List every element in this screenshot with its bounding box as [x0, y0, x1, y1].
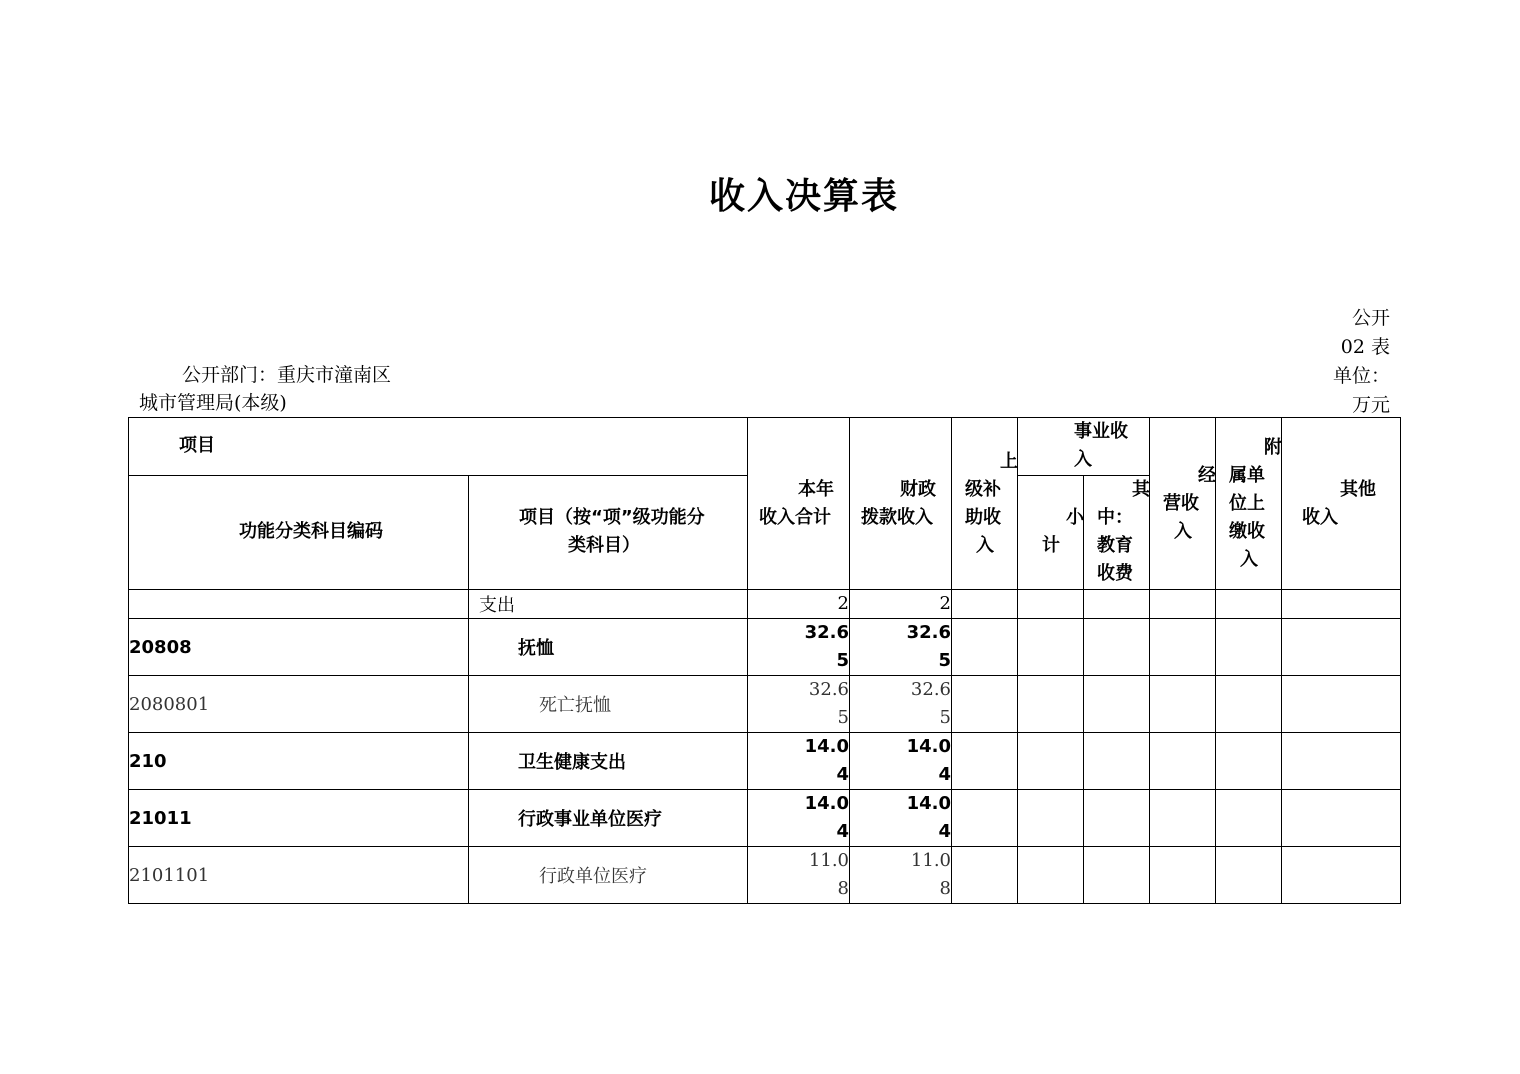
- cell-text: 中：: [1097, 507, 1133, 528]
- header-project-label: 项目: [179, 435, 215, 456]
- cell-text: 8: [837, 878, 849, 899]
- header-total: [748, 418, 850, 590]
- cell-text: 2: [837, 593, 849, 614]
- cell-text: 32.6: [808, 679, 849, 700]
- header-project: [129, 418, 748, 476]
- header-edu-fee: [1084, 476, 1150, 590]
- row-cell: [1216, 790, 1282, 847]
- cell-text: 32.6: [804, 622, 849, 643]
- row-cell: [1216, 847, 1282, 904]
- cell-text: 级补: [965, 478, 1001, 500]
- cell-text: 助收: [965, 506, 1001, 528]
- cell-text: 5: [939, 707, 951, 728]
- cell-text: 附: [1264, 436, 1282, 458]
- unit-line1: 单位：: [1332, 365, 1390, 387]
- cell-text: 财政: [900, 478, 936, 500]
- header-upper-subsidy: [952, 418, 1018, 590]
- cell-text: 小: [1066, 507, 1084, 528]
- cell-text: 收费: [1097, 563, 1133, 584]
- row-cell: [1150, 790, 1216, 847]
- form-no-line2: 02 表: [1340, 336, 1390, 358]
- row-cell: [1282, 847, 1401, 904]
- row-cell: [1084, 590, 1150, 619]
- cell-text: 4: [836, 764, 849, 785]
- row-total: [748, 676, 850, 733]
- income-table: [128, 417, 1401, 904]
- cell-text: 拨款收入: [861, 506, 933, 528]
- row-cell: [1150, 676, 1216, 733]
- cell-text: 5: [938, 650, 951, 671]
- cell-text: 功能分类科目编码: [239, 521, 383, 542]
- row-cell: [1150, 847, 1216, 904]
- cell-text: 属单: [1229, 464, 1265, 486]
- row-cell: [1084, 676, 1150, 733]
- row-cell: [1018, 733, 1084, 790]
- row-cell: [952, 676, 1018, 733]
- cell-text: 14.0: [906, 736, 951, 757]
- table-row: [129, 733, 1401, 790]
- row-cell: [1018, 847, 1084, 904]
- cell-text: 11.0: [808, 850, 849, 871]
- header-func-code: [129, 476, 469, 590]
- row-cell: [952, 847, 1018, 904]
- row-cell: [1084, 733, 1150, 790]
- header-fiscal: [850, 418, 952, 590]
- row-name: 行政单位医疗: [469, 847, 748, 904]
- cell-text: 计: [1042, 535, 1060, 556]
- header-subtotal: [1018, 476, 1084, 590]
- cell-text: 14.0: [804, 793, 849, 814]
- row-cell: [1150, 733, 1216, 790]
- cell-text: 5: [836, 650, 849, 671]
- cell-text: 本年: [798, 478, 834, 500]
- cell-text: 14.0: [804, 736, 849, 757]
- row-total: [748, 790, 850, 847]
- row-name: 死亡抚恤: [469, 676, 748, 733]
- row-name: 行政事业单位医疗: [469, 790, 748, 847]
- cell-text: 入: [976, 534, 994, 556]
- header-other: [1282, 418, 1401, 590]
- cell-text: 入: [1174, 520, 1192, 542]
- cell-text: 32.6: [906, 622, 951, 643]
- cell-text: 项目（按“项”级功能分: [519, 507, 705, 528]
- cell-text: 5: [837, 707, 849, 728]
- form-no-line1: 公开: [1351, 307, 1390, 329]
- row-fiscal: [850, 619, 952, 676]
- row-total: [748, 590, 850, 619]
- row-fiscal: [850, 733, 952, 790]
- row-cell: [1216, 733, 1282, 790]
- row-cell: [1150, 590, 1216, 619]
- row-code: 2080801: [129, 676, 469, 733]
- cell-text: 经: [1198, 464, 1216, 486]
- row-name: 卫生健康支出: [469, 733, 748, 790]
- row-cell: [1018, 676, 1084, 733]
- header-career-income: [1018, 418, 1150, 476]
- row-cell: [952, 619, 1018, 676]
- header-project-name: [469, 476, 748, 590]
- row-cell: [1084, 790, 1150, 847]
- cell-text: 上: [1000, 450, 1018, 472]
- cell-text: 营收: [1163, 492, 1199, 514]
- header-operating: [1150, 418, 1216, 590]
- cell-text: 入: [1074, 449, 1092, 470]
- row-code: 21011: [129, 790, 469, 847]
- row-cell: [952, 790, 1018, 847]
- row-fiscal: [850, 590, 952, 619]
- page-title: 收入决算表: [708, 176, 899, 217]
- cell-text: 事业收: [1074, 421, 1128, 442]
- cell-text: 位上: [1229, 492, 1265, 514]
- row-cell: [1084, 619, 1150, 676]
- row-total: [748, 619, 850, 676]
- row-cell: [1282, 590, 1401, 619]
- cell-text: 教育: [1097, 535, 1133, 556]
- cell-text: 类科目）: [568, 535, 640, 556]
- table-row: [129, 790, 1401, 847]
- form-meta: [1333, 304, 1390, 420]
- cell-text: 其: [1132, 479, 1150, 500]
- row-cell: [1282, 790, 1401, 847]
- row-fiscal: [850, 676, 952, 733]
- row-name: 支出: [469, 590, 748, 619]
- row-fiscal: [850, 790, 952, 847]
- unit-line2: 万元: [1351, 394, 1390, 416]
- row-cell: [1018, 790, 1084, 847]
- table-row: [129, 847, 1401, 904]
- row-cell: [1150, 619, 1216, 676]
- row-cell: [952, 733, 1018, 790]
- row-fiscal: [850, 847, 952, 904]
- row-cell: [1084, 847, 1150, 904]
- row-code: 20808: [129, 619, 469, 676]
- cell-text: 收入: [1302, 506, 1338, 528]
- cell-text: 2: [939, 593, 951, 614]
- header-affiliated: [1216, 418, 1282, 590]
- cell-text: 32.6: [910, 679, 951, 700]
- row-total: [748, 733, 850, 790]
- table-row: [129, 676, 1401, 733]
- cell-text: 14.0: [906, 793, 951, 814]
- row-cell: [1018, 590, 1084, 619]
- row-cell: [952, 590, 1018, 619]
- cell-text: 8: [939, 878, 951, 899]
- cell-text: 4: [938, 821, 951, 842]
- row-cell: [1018, 619, 1084, 676]
- cell-text: 入: [1240, 548, 1258, 570]
- table-row: [129, 619, 1401, 676]
- table-row: [129, 590, 1401, 619]
- department-label: 公开部门：重庆市潼南区: [182, 364, 392, 386]
- department-name: 城市管理局(本级): [139, 392, 287, 414]
- cell-text: 4: [938, 764, 951, 785]
- row-code: 2101101: [129, 847, 469, 904]
- row-code: 210: [129, 733, 469, 790]
- cell-text: 11.0: [910, 850, 951, 871]
- row-cell: [1216, 619, 1282, 676]
- cell-text: 其他: [1340, 478, 1376, 500]
- row-cell: [1282, 619, 1401, 676]
- row-cell: [1216, 676, 1282, 733]
- row-cell: [1216, 590, 1282, 619]
- row-total: [748, 847, 850, 904]
- cell-text: 缴收: [1229, 520, 1265, 542]
- cell-text: 4: [836, 821, 849, 842]
- row-cell: [1282, 733, 1401, 790]
- row-name: 抚恤: [469, 619, 748, 676]
- row-code: [129, 590, 469, 619]
- row-cell: [1282, 676, 1401, 733]
- cell-text: 收入合计: [759, 506, 831, 528]
